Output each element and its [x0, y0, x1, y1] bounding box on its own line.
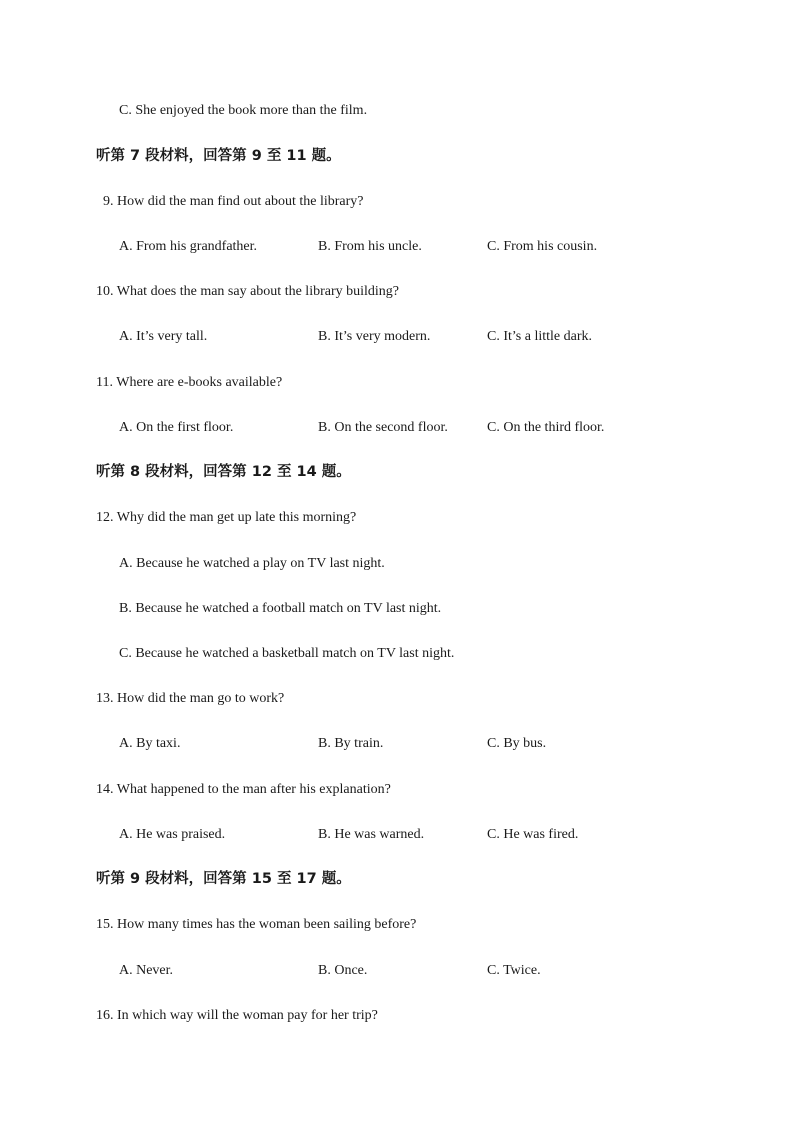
section-heading-9: 听第 9 段材料，回答第 15 至 17 题。	[96, 871, 351, 887]
question-10: 10. What does the man say about the library building?	[96, 284, 400, 299]
question-12: 12. Why did the man get up late this morning?	[96, 510, 357, 525]
option-q14-c: C. He was fired.	[487, 827, 579, 842]
option-q13-c: C. By bus.	[487, 736, 547, 751]
option-q11-b: B. On the second floor.	[318, 420, 448, 435]
section-heading-7: 听第 7 段材料，回答第 9 至 11 题。	[96, 148, 341, 164]
option-q14-a: A. He was praised.	[119, 827, 226, 842]
option-q9-b: B. From his uncle.	[318, 239, 422, 254]
question-11: 11. Where are e-books available?	[96, 375, 283, 390]
option-q10-c: C. It’s a little dark.	[487, 329, 592, 344]
option-q8-c: C. She enjoyed the book more than the film.	[119, 103, 368, 118]
option-q11-c: C. On the third floor.	[487, 420, 605, 435]
option-q13-b: B. By train.	[318, 736, 384, 751]
question-13: 13. How did the man go to work?	[96, 691, 285, 706]
option-q12-a: A. Because he watched a play on TV last night.	[119, 556, 385, 571]
option-q13-a: A. By taxi.	[119, 736, 181, 751]
option-q15-c: C. Twice.	[487, 963, 541, 978]
question-15: 15. How many times has the woman been sailing before?	[96, 917, 417, 932]
option-q12-b: B. Because he watched a football match on TV last night.	[119, 601, 442, 616]
question-9: 9. How did the man find out about the library?	[103, 194, 364, 209]
section-heading-8: 听第 8 段材料，回答第 12 至 14 题。	[96, 464, 351, 480]
option-q9-a: A. From his grandfather.	[119, 239, 258, 254]
question-14: 14. What happened to the man after his explanation?	[96, 782, 391, 797]
option-q9-c: C. From his cousin.	[487, 239, 598, 254]
option-q10-a: A. It’s very tall.	[119, 329, 208, 344]
option-q14-b: B. He was warned.	[318, 827, 425, 842]
option-q11-a: A. On the first floor.	[119, 420, 234, 435]
option-q15-b: B. Once.	[318, 963, 368, 978]
option-q15-a: A. Never.	[119, 963, 174, 978]
question-16: 16. In which way will the woman pay for her trip?	[96, 1008, 378, 1023]
option-q12-c: C. Because he watched a basketball match on TV last night.	[119, 646, 455, 661]
option-q10-b: B. It’s very modern.	[318, 329, 431, 344]
